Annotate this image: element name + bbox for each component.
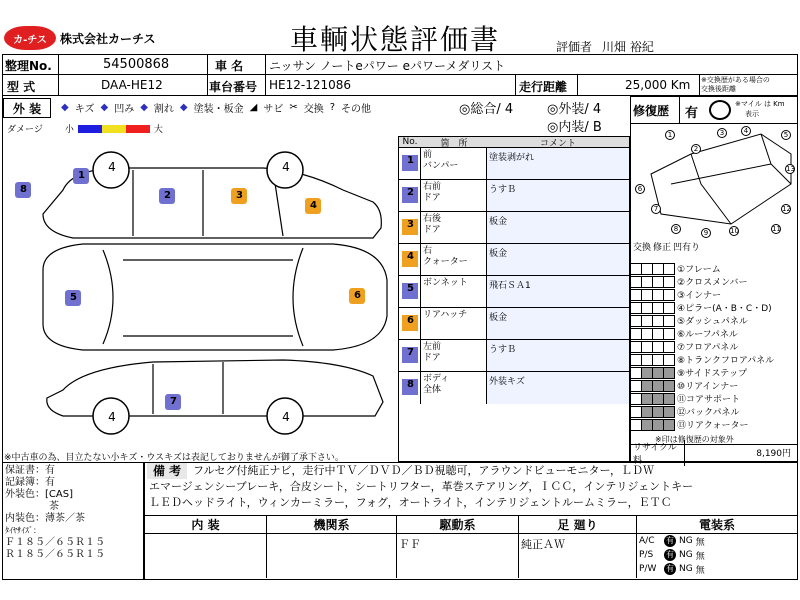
legend-item: 塗装・板金	[193, 104, 244, 115]
recycle-label: リサイクル料	[631, 440, 685, 466]
damage-place: 前 バンパー	[421, 148, 487, 180]
mark-3	[231, 188, 247, 204]
bottom-col-header: 内 装	[145, 516, 266, 534]
score-front-top-left: 4	[108, 160, 116, 174]
ref-label: 整理No.	[5, 59, 52, 73]
frame-check-row	[631, 418, 748, 431]
frame-item-label: ⑦フロアパネル	[677, 343, 739, 353]
damage-comment: 板金	[487, 244, 629, 276]
mark-number: 3	[236, 190, 243, 201]
legend-item: サビ	[263, 104, 284, 115]
frame-number: 1	[665, 130, 675, 140]
remarks-line: ＬＥＤヘッドライト，ウィンカーミラー，フォグ，オートライト，インテリジェントルームミラー，ＥＴＣ	[149, 496, 672, 509]
bottom-col	[267, 516, 397, 578]
damage-bar-mid	[102, 125, 126, 133]
frame-item-label: ②クロスメンバー	[677, 278, 748, 288]
bottom-col-value: 純正ＡＷ	[521, 538, 565, 551]
meter-note: 表示	[745, 110, 759, 118]
damage-no: 4	[399, 244, 421, 276]
divider	[679, 97, 680, 123]
divider	[207, 75, 208, 95]
frame-item-label: ⑬リアクォーター	[677, 421, 749, 431]
frame-item-label: ⑤ダッシュパネル	[677, 317, 748, 327]
frame-item-label: ⑨サイドステップ	[677, 369, 748, 379]
repair-value: 有	[685, 106, 699, 121]
legend-item: 凹み	[114, 104, 135, 115]
check-box[interactable]	[663, 380, 675, 392]
bottom-col	[397, 516, 519, 578]
model-value: DAA-HE12	[101, 78, 163, 92]
frame-item-label: ⑪コアサポート	[677, 395, 741, 405]
damage-bar-low	[78, 125, 102, 133]
damage-table	[398, 136, 630, 462]
bottom-categories	[144, 516, 798, 580]
remarks-label: 備 考	[147, 463, 187, 479]
damage-row	[399, 243, 629, 275]
bottom-col-value: ＦＦ	[399, 538, 421, 551]
damage-comment: うすＢ	[487, 340, 629, 372]
frame-number: 8	[671, 224, 681, 234]
frame-check-headers	[633, 240, 700, 253]
mark-8	[15, 182, 31, 198]
rust-icon: ◢	[249, 102, 258, 113]
score-rear-bottom-right: 4	[282, 410, 290, 424]
col-header: 箇 所	[440, 138, 468, 149]
col-header: 修正	[653, 243, 672, 253]
evaluator-name: 川畑 裕紀	[602, 40, 654, 54]
damage-no: 6	[399, 308, 421, 340]
frame-check-row	[631, 340, 738, 353]
divider	[265, 75, 266, 95]
ext-label: ◎外装/	[547, 102, 589, 117]
frame-item-label: ⑧トランクフロアパネル	[677, 356, 775, 366]
bottom-col-header: 電装系	[637, 516, 797, 534]
mark-number: 8	[20, 184, 27, 195]
score-front-bottom-left: 4	[108, 410, 116, 424]
damage-large: 大	[153, 125, 163, 135]
frame-number: 6	[635, 184, 645, 194]
check-box[interactable]	[663, 276, 675, 288]
mark-number: 6	[354, 290, 361, 301]
divider	[515, 75, 516, 95]
int-score	[547, 116, 602, 135]
col-header: No.	[402, 137, 418, 147]
frame-item-label: ⑫バックパネル	[677, 408, 740, 418]
frame-check-row	[631, 392, 740, 405]
footnote: ※中古車の為、目立たない小キズ・ウスキズは表記しておりませんが御了承下さい。	[4, 453, 344, 463]
mark-2	[159, 188, 175, 204]
electrics-none: 無	[695, 551, 705, 562]
car-outline	[3, 140, 397, 450]
damage-comment: 外装キズ	[487, 372, 629, 404]
bottom-col	[145, 516, 267, 578]
repair-box	[630, 96, 798, 124]
bottom-col-value	[267, 534, 396, 538]
legend-item: キズ	[74, 104, 95, 115]
meter-note: ※マイル は Km	[735, 100, 785, 108]
damage-comment: 板金	[487, 212, 629, 244]
damage-row	[399, 275, 629, 307]
recycle-row	[631, 442, 797, 466]
col-header: 凹有り	[673, 243, 701, 253]
company-logo: カ-チス	[4, 26, 56, 50]
mark-number: 4	[310, 200, 317, 211]
scratch-icon: ◆	[61, 102, 69, 113]
damage-row	[399, 339, 629, 371]
damage-place: 左前 ドア	[421, 340, 487, 372]
mileage-label: 走行距離	[519, 80, 568, 94]
tire-front: Ｆ１８５／６５Ｒ１５	[5, 537, 105, 548]
legend-item: 割れ	[153, 104, 174, 115]
electrics-none: 無	[695, 565, 705, 576]
damage-no: 2	[399, 180, 421, 212]
damage-no: 8	[399, 372, 421, 404]
frame-item-label: ①フレーム	[677, 265, 721, 275]
page-title: 車輌状態評価書	[290, 23, 501, 56]
electrics-label: P/S	[639, 550, 654, 560]
color-label: 外装色：[CAS]	[5, 489, 73, 500]
damage-place: リアハッチ	[421, 308, 487, 340]
damage-table-header	[399, 137, 629, 147]
warranty: 保証書：有	[5, 465, 55, 476]
interior-color: 内装色：薄茶／茶	[5, 513, 85, 524]
int-label: ◎内装/	[547, 120, 589, 135]
meter-icon	[709, 100, 731, 120]
total-value: 4	[504, 102, 514, 117]
mark-4	[305, 198, 321, 214]
frame-check-row	[631, 288, 721, 301]
frame-check-row	[631, 301, 772, 314]
electrics-state: 有	[666, 550, 674, 559]
frame-check-row	[631, 405, 739, 418]
frame-number: 3	[717, 128, 727, 138]
crack-icon: ◆	[140, 102, 148, 113]
damage-row	[399, 179, 629, 211]
check-box[interactable]	[663, 263, 675, 275]
frame-number: 2	[691, 144, 701, 154]
ext-score	[547, 98, 601, 117]
mileage-note: 交換後距離	[701, 85, 736, 93]
mark-1	[73, 168, 89, 184]
frame-check-row	[631, 366, 747, 379]
bottom-col	[519, 516, 637, 578]
check-box[interactable]	[663, 406, 675, 418]
int-value: B	[592, 120, 602, 135]
ref-value: 54500868	[103, 57, 170, 72]
electrics-ng: NG	[679, 536, 693, 546]
frame-check-row	[631, 379, 738, 392]
ext-value: 4	[592, 102, 602, 117]
legend-item: その他	[341, 104, 372, 115]
frame-number: 13	[786, 165, 795, 173]
mark-number: 1	[78, 170, 85, 181]
divider	[58, 75, 59, 95]
frame-item-label: ③インナー	[677, 291, 722, 301]
electrics-state: 有	[666, 536, 674, 545]
damage-row	[399, 211, 629, 243]
check-box[interactable]	[663, 341, 675, 353]
damage-comment: 飛石ＳＡ1	[487, 276, 629, 308]
mileage-value: 25,000 Km	[625, 78, 691, 92]
mark-7	[165, 394, 181, 410]
other-icon: ?	[329, 102, 336, 113]
tire-rear: Ｒ１８５／６５Ｒ１５	[5, 549, 105, 560]
legend-item: 交換	[303, 104, 324, 115]
dent-icon: ◆	[100, 102, 109, 113]
exterior-label: 外 装	[3, 98, 51, 118]
damage-no: 5	[399, 276, 421, 308]
info-row-1	[2, 54, 798, 74]
frame-number: 5	[781, 130, 791, 140]
total-label: ◎総合/	[459, 102, 501, 117]
divider	[207, 55, 208, 74]
frame-check-row	[631, 327, 738, 340]
remarks	[144, 462, 798, 516]
records: 記録簿：有	[5, 477, 55, 488]
chassis-label: 車台番号	[209, 80, 258, 94]
remarks-line: フルセグ付純正ナビ，走行中ＴＶ／ＤＶＤ／ＢＤ視聴可，アラウンドビューモニター，ＬＤＷ	[193, 464, 655, 477]
frame-footnote: ※印は修復歴の対象外	[655, 435, 734, 444]
frame-item-label: ⑥ルーフパネル	[677, 330, 738, 340]
electrics-ng: NG	[679, 550, 693, 560]
frame-number: 7	[651, 204, 661, 214]
repair-label: 修復歴	[633, 104, 670, 118]
frame-number: 10	[730, 227, 739, 235]
damage-row	[399, 307, 629, 339]
evaluator-label: 評価者	[556, 40, 593, 54]
damage-bar	[78, 125, 150, 133]
frame-number: 11	[772, 225, 781, 233]
company-name: 株式会社カーチス	[60, 32, 156, 46]
mileage-note: ※交換歴がある場合の	[701, 76, 770, 84]
damage-comment: うすＢ	[487, 180, 629, 212]
damage-row	[399, 371, 629, 403]
bottom-col-header: 機関系	[267, 516, 396, 534]
paint-icon: ◆	[179, 102, 188, 113]
model-label: 型 式	[7, 80, 36, 94]
frame-item-label: ⑩リアインナー	[677, 382, 739, 392]
damage-no: 7	[399, 340, 421, 372]
frame-diagram	[631, 124, 797, 234]
total-score	[459, 98, 513, 117]
check-box[interactable]	[663, 302, 675, 314]
car-name-label: 車 名	[215, 59, 244, 73]
mark-6	[349, 288, 365, 304]
frame-number: 12	[782, 205, 791, 213]
bottom-col-header: 駆動系	[397, 516, 518, 534]
frame-check-row	[631, 353, 774, 366]
exterior-header	[2, 96, 630, 136]
divider	[577, 75, 578, 95]
col-header: コメント	[539, 138, 576, 149]
frame-check-row	[631, 275, 747, 288]
frame-check-row	[631, 314, 748, 327]
electrics-ng: NG	[679, 564, 693, 574]
damage-place: ボンネット	[421, 276, 487, 308]
damage-no: 1	[399, 148, 421, 180]
recycle-value: 8,190円	[756, 449, 791, 459]
check-box[interactable]	[663, 419, 675, 431]
damage-comment: 塗装剥がれ	[487, 148, 629, 180]
info-row-2	[2, 74, 798, 96]
car-diagram	[2, 136, 398, 462]
damage-place: ボディ 全体	[421, 372, 487, 404]
divider	[699, 75, 700, 95]
chassis-value: HE12-121086	[269, 78, 352, 92]
bottom-col-value	[145, 534, 266, 538]
remarks-line: エマージェンシーブレーキ，合皮シート，シートリフター，革巻ステアリング，ＩＣＣ，インテリジェントキー	[149, 480, 694, 493]
damage-comment: 板金	[487, 308, 629, 340]
left-info	[2, 462, 144, 580]
damage-place: 右後 ドア	[421, 212, 487, 244]
divider	[58, 55, 59, 74]
damage-bar-high	[126, 125, 150, 133]
bottom-col-header: 足 廻り	[519, 516, 636, 534]
frame-panel	[630, 124, 798, 466]
damage-row	[399, 147, 629, 179]
score-rear-top-right: 4	[282, 160, 290, 174]
electrics-label: A/C	[639, 536, 655, 546]
car-name-value: ニッサン ノートeパワー eパワーメダリスト	[269, 59, 506, 73]
check-box[interactable]	[663, 393, 675, 405]
electrics-state: 有	[666, 564, 674, 573]
tire-label: ﾀｲﾔｻｲｽﾞ：	[5, 526, 41, 535]
mark-5	[65, 290, 81, 306]
electrics-label: P/W	[639, 564, 657, 574]
exchange-icon: ✂	[289, 102, 298, 113]
divider	[265, 55, 266, 74]
damage-place: 右前 ドア	[421, 180, 487, 212]
electrics-row	[637, 562, 797, 576]
mark-number: 2	[164, 190, 171, 201]
damage-scale	[7, 122, 163, 135]
check-box[interactable]	[663, 315, 675, 327]
check-box[interactable]	[663, 289, 675, 301]
electrics-none: 無	[695, 537, 705, 548]
frame-number: 9	[701, 228, 711, 238]
check-box[interactable]	[663, 328, 675, 340]
electrics-row	[637, 548, 797, 562]
check-box[interactable]	[663, 354, 675, 366]
damage-place: 右 クォーター	[421, 244, 487, 276]
col-header: 交換	[633, 243, 652, 253]
legend	[61, 100, 371, 115]
frame-number: 4	[741, 126, 751, 136]
frame-item-label: ④ピラー(A・B・C・D)	[677, 304, 772, 314]
damage-small: 小	[64, 125, 74, 135]
mark-number: 5	[70, 292, 77, 303]
damage-label: ダメージ	[7, 125, 43, 135]
bottom-col	[637, 516, 797, 578]
damage-no: 3	[399, 212, 421, 244]
color-value: 茶	[49, 501, 59, 512]
electrics-row	[637, 534, 797, 548]
check-box[interactable]	[663, 367, 675, 379]
frame-check-row	[631, 262, 721, 275]
mark-number: 7	[170, 396, 177, 407]
